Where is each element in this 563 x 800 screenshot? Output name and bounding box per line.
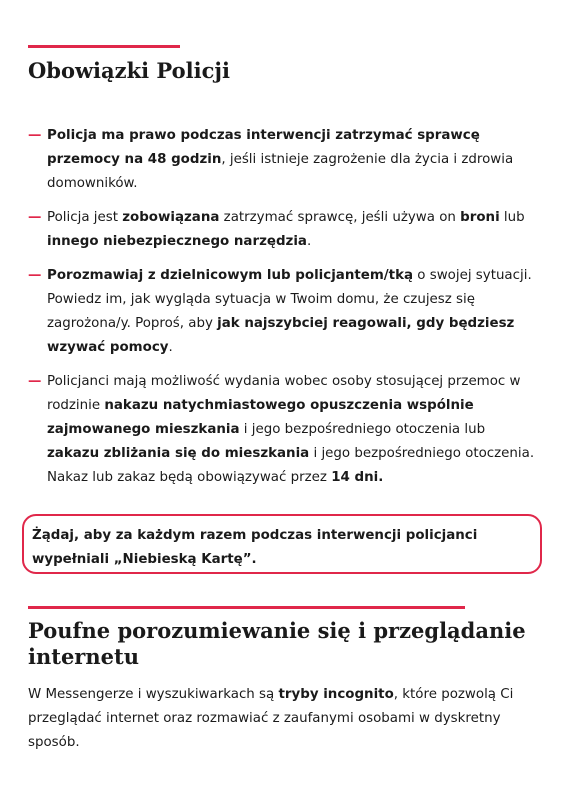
bold-text: zakazu zbliżania się do mieszkania [47, 446, 310, 461]
bold-text: jak najszybciej reagowali, gdy będziesz wzywać pomocy [47, 316, 515, 355]
list-item-text [47, 268, 532, 355]
text-run: , jeśli istnieje zagrożenie dla życia i zdrowia domowników. [47, 152, 514, 191]
bold-text: Porozmawiaj z dzielnicowym lub policjantem/tką [47, 268, 414, 283]
dash-bullet: — [28, 210, 42, 225]
section1-title: Obowiązki Policji [28, 58, 230, 83]
list-item [28, 124, 538, 196]
text-run: zatrzymać sprawcę, jeśli używa on [219, 210, 461, 225]
bold-text: nakazu natychmiastowego opuszczenia wspólnie zajmowanego mieszkania [47, 398, 474, 437]
list-item [28, 370, 538, 490]
dash-bullet: — [28, 374, 42, 389]
text-run: o swojej sytuacji. Powiedz im, jak wygląda sytuacja w Twoim domu, że czujesz się zagrożona/y. Poproś, aby [47, 268, 532, 331]
list-item [28, 206, 538, 254]
police-duties-list [28, 124, 538, 500]
dash-bullet: — [28, 128, 42, 143]
text-run: . [306, 234, 312, 249]
list-item-text [47, 374, 534, 485]
bold-text: innego niebezpiecznego narzędzia [47, 234, 307, 249]
bold-text: broni [460, 210, 500, 225]
list-item-text [47, 210, 525, 249]
list-item [28, 264, 538, 360]
text-run: W Messengerze i wyszukiwarkach są [28, 687, 279, 702]
list-item-text [47, 128, 513, 191]
text-run: i jego bezpośredniego otoczenia. Nakaz lub zakaz będą obowiązywać przez [47, 446, 535, 485]
section1-accent-rule [28, 45, 180, 48]
text-run: Policja jest [47, 210, 123, 225]
dash-bullet: — [28, 268, 42, 283]
incognito-paragraph [28, 683, 538, 755]
blue-card-callout [22, 514, 542, 574]
text-run: lub [499, 210, 525, 225]
text-run: . [168, 340, 173, 355]
callout-text: Żądaj, aby za każdym razem podczas interwencji policjanci wypełniali „Niebieską Kartę”. [32, 528, 478, 567]
bold-text: tryby incognito [278, 687, 394, 702]
text-run: Policjanci mają możliwość wydania wobec osoby stosującej przemoc w rodzinie [47, 374, 521, 413]
bold-text: 14 dni. [331, 470, 384, 485]
section2-title: Poufne porozumiewanie się i przeglądanie internetu [28, 618, 526, 669]
bold-text: Policja ma prawo podczas interwencji zatrzymać sprawcę przemocy na 48 godzin [47, 128, 480, 167]
section2-accent-rule [28, 606, 465, 609]
text-run: , które pozwolą Ci przeglądać internet oraz rozmawiać z zaufanymi osobami w dyskretny sposób. [28, 687, 514, 750]
text-run: i jego bezpośredniego otoczenia lub [239, 422, 486, 437]
bold-text: zobowiązana [122, 210, 220, 225]
